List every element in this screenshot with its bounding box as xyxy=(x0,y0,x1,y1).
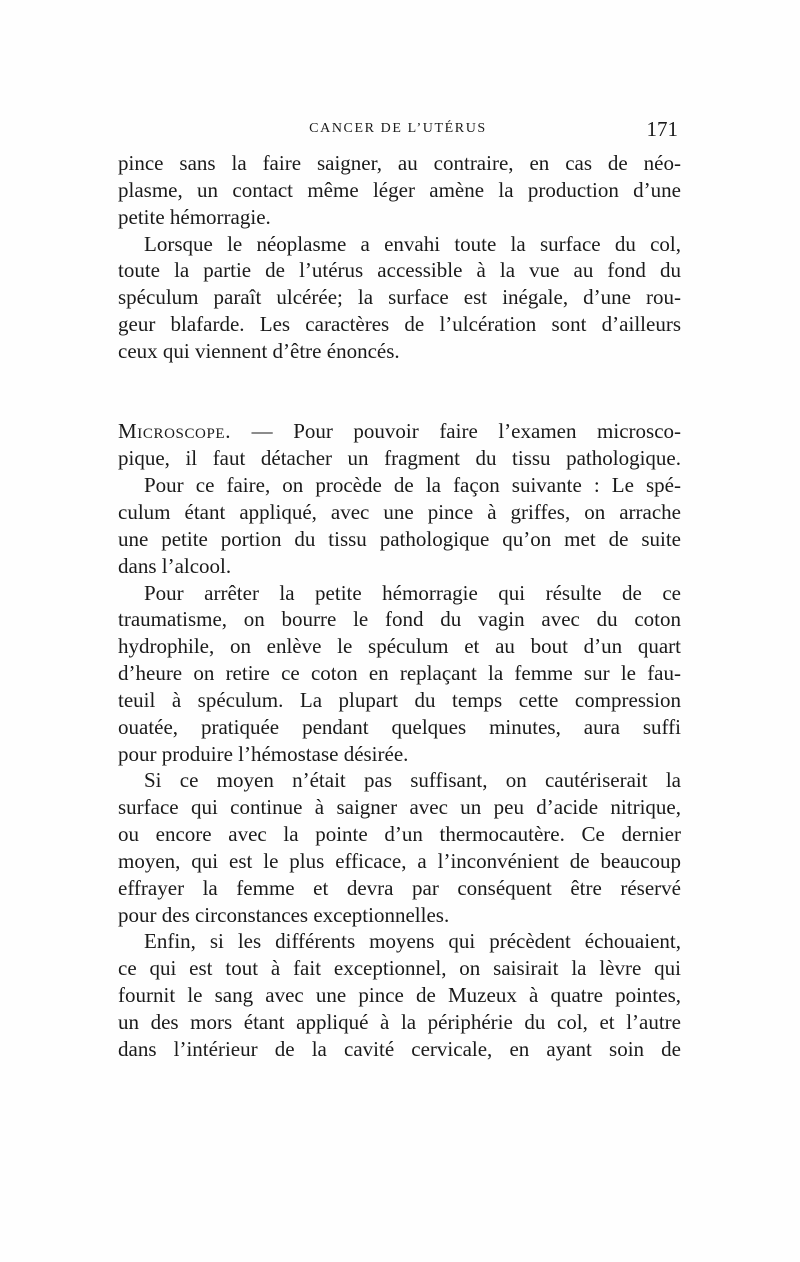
text-line: plasme, un contact même léger amène la production d’une xyxy=(118,177,681,202)
text-line: spéculum paraît ulcérée; la surface est inégale, d’une rou- xyxy=(118,285,681,310)
text-line: ceux qui viennent d’être énoncés. xyxy=(118,338,400,363)
text-line: ouatée, pratiquée pendant quelques minutes, aura suffi xyxy=(118,714,681,739)
text-line: hydrophile, on enlève le spéculum et au bout d’un quart xyxy=(118,634,681,659)
text-line: moyen, qui est le plus efficace, a l’inconvénient de beaucoup xyxy=(118,848,681,873)
text-line: teuil à spéculum. La plupart du temps cette compression xyxy=(118,687,681,712)
section-heading: Microscope. xyxy=(118,419,232,444)
text-line: geur blafarde. Les caractères de l’ulcération sont d’ailleurs xyxy=(118,312,681,337)
text-line: Lorsque le néoplasme a envahi toute la surface du col, xyxy=(144,231,681,256)
text-line: toute la partie de l’utérus accessible à la vue au fond du xyxy=(118,258,681,283)
text-line: effrayer la femme et devra par conséquent être réservé xyxy=(118,875,681,900)
text-line: pour produire l’hémostase désirée. xyxy=(118,741,409,766)
text-line: pince sans la faire saigner, au contraire, en cas de néo- xyxy=(118,151,681,175)
text-line: petite hémorragie. xyxy=(118,204,271,229)
text-line: Pour arrêter la petite hémorragie qui résulte de ce xyxy=(144,580,681,605)
text-line: fournit le sang avec une pince de Muzeux à quatre pointes, xyxy=(118,983,681,1008)
text-line: une petite portion du tissu pathologique qu’on met de suite xyxy=(118,526,681,551)
text-line: pour des circonstances exceptionnelles. xyxy=(118,902,450,927)
text-line: dans l’alcool. xyxy=(118,553,232,578)
section-dash: — xyxy=(231,419,294,444)
text-line: d’heure on retire ce coton en replaçant la femme sur le fau- xyxy=(118,661,681,686)
section-first-line-text: Pour pouvoir faire l’examen microsco- xyxy=(293,419,682,444)
text-line: ou encore avec la pointe d’un thermocautère. Ce dernier xyxy=(118,822,681,847)
text-line: culum étant appliqué, avec une pince à griffes, on arrache xyxy=(118,499,681,524)
text-line: Si ce moyen n’était pas suffisant, on cautériserait la xyxy=(144,768,681,793)
text-line: pique, il faut détacher un fragment du tissu pathologique. xyxy=(118,446,681,471)
section-spacer xyxy=(118,365,681,419)
text-line: un des mors étant appliqué à la périphérie du col, et l’autre xyxy=(118,1010,681,1034)
text-line: ce qui est tout à fait exceptionnel, on saisirait la lèvre qui xyxy=(118,956,681,981)
page-number: 171 xyxy=(646,117,678,141)
text-line: dans l’intérieur de la cavité cervicale, en ayant soin de xyxy=(118,1036,681,1061)
text-line: Pour ce faire, on procède de la façon suivante : Le spé- xyxy=(144,473,681,498)
text-line: Enfin, si les différents moyens qui précèdent échouaient, xyxy=(144,929,681,954)
running-title: CANCER DE L’UTÉRUS xyxy=(309,121,487,136)
page-header xyxy=(118,117,678,141)
section-first-line xyxy=(118,418,681,445)
text-line: surface qui continue à saigner avec un peu d’acide nitrique, xyxy=(118,795,681,820)
text-line: traumatisme, on bourre le fond du vagin avec du coton xyxy=(118,607,681,632)
body-text xyxy=(118,150,681,1063)
